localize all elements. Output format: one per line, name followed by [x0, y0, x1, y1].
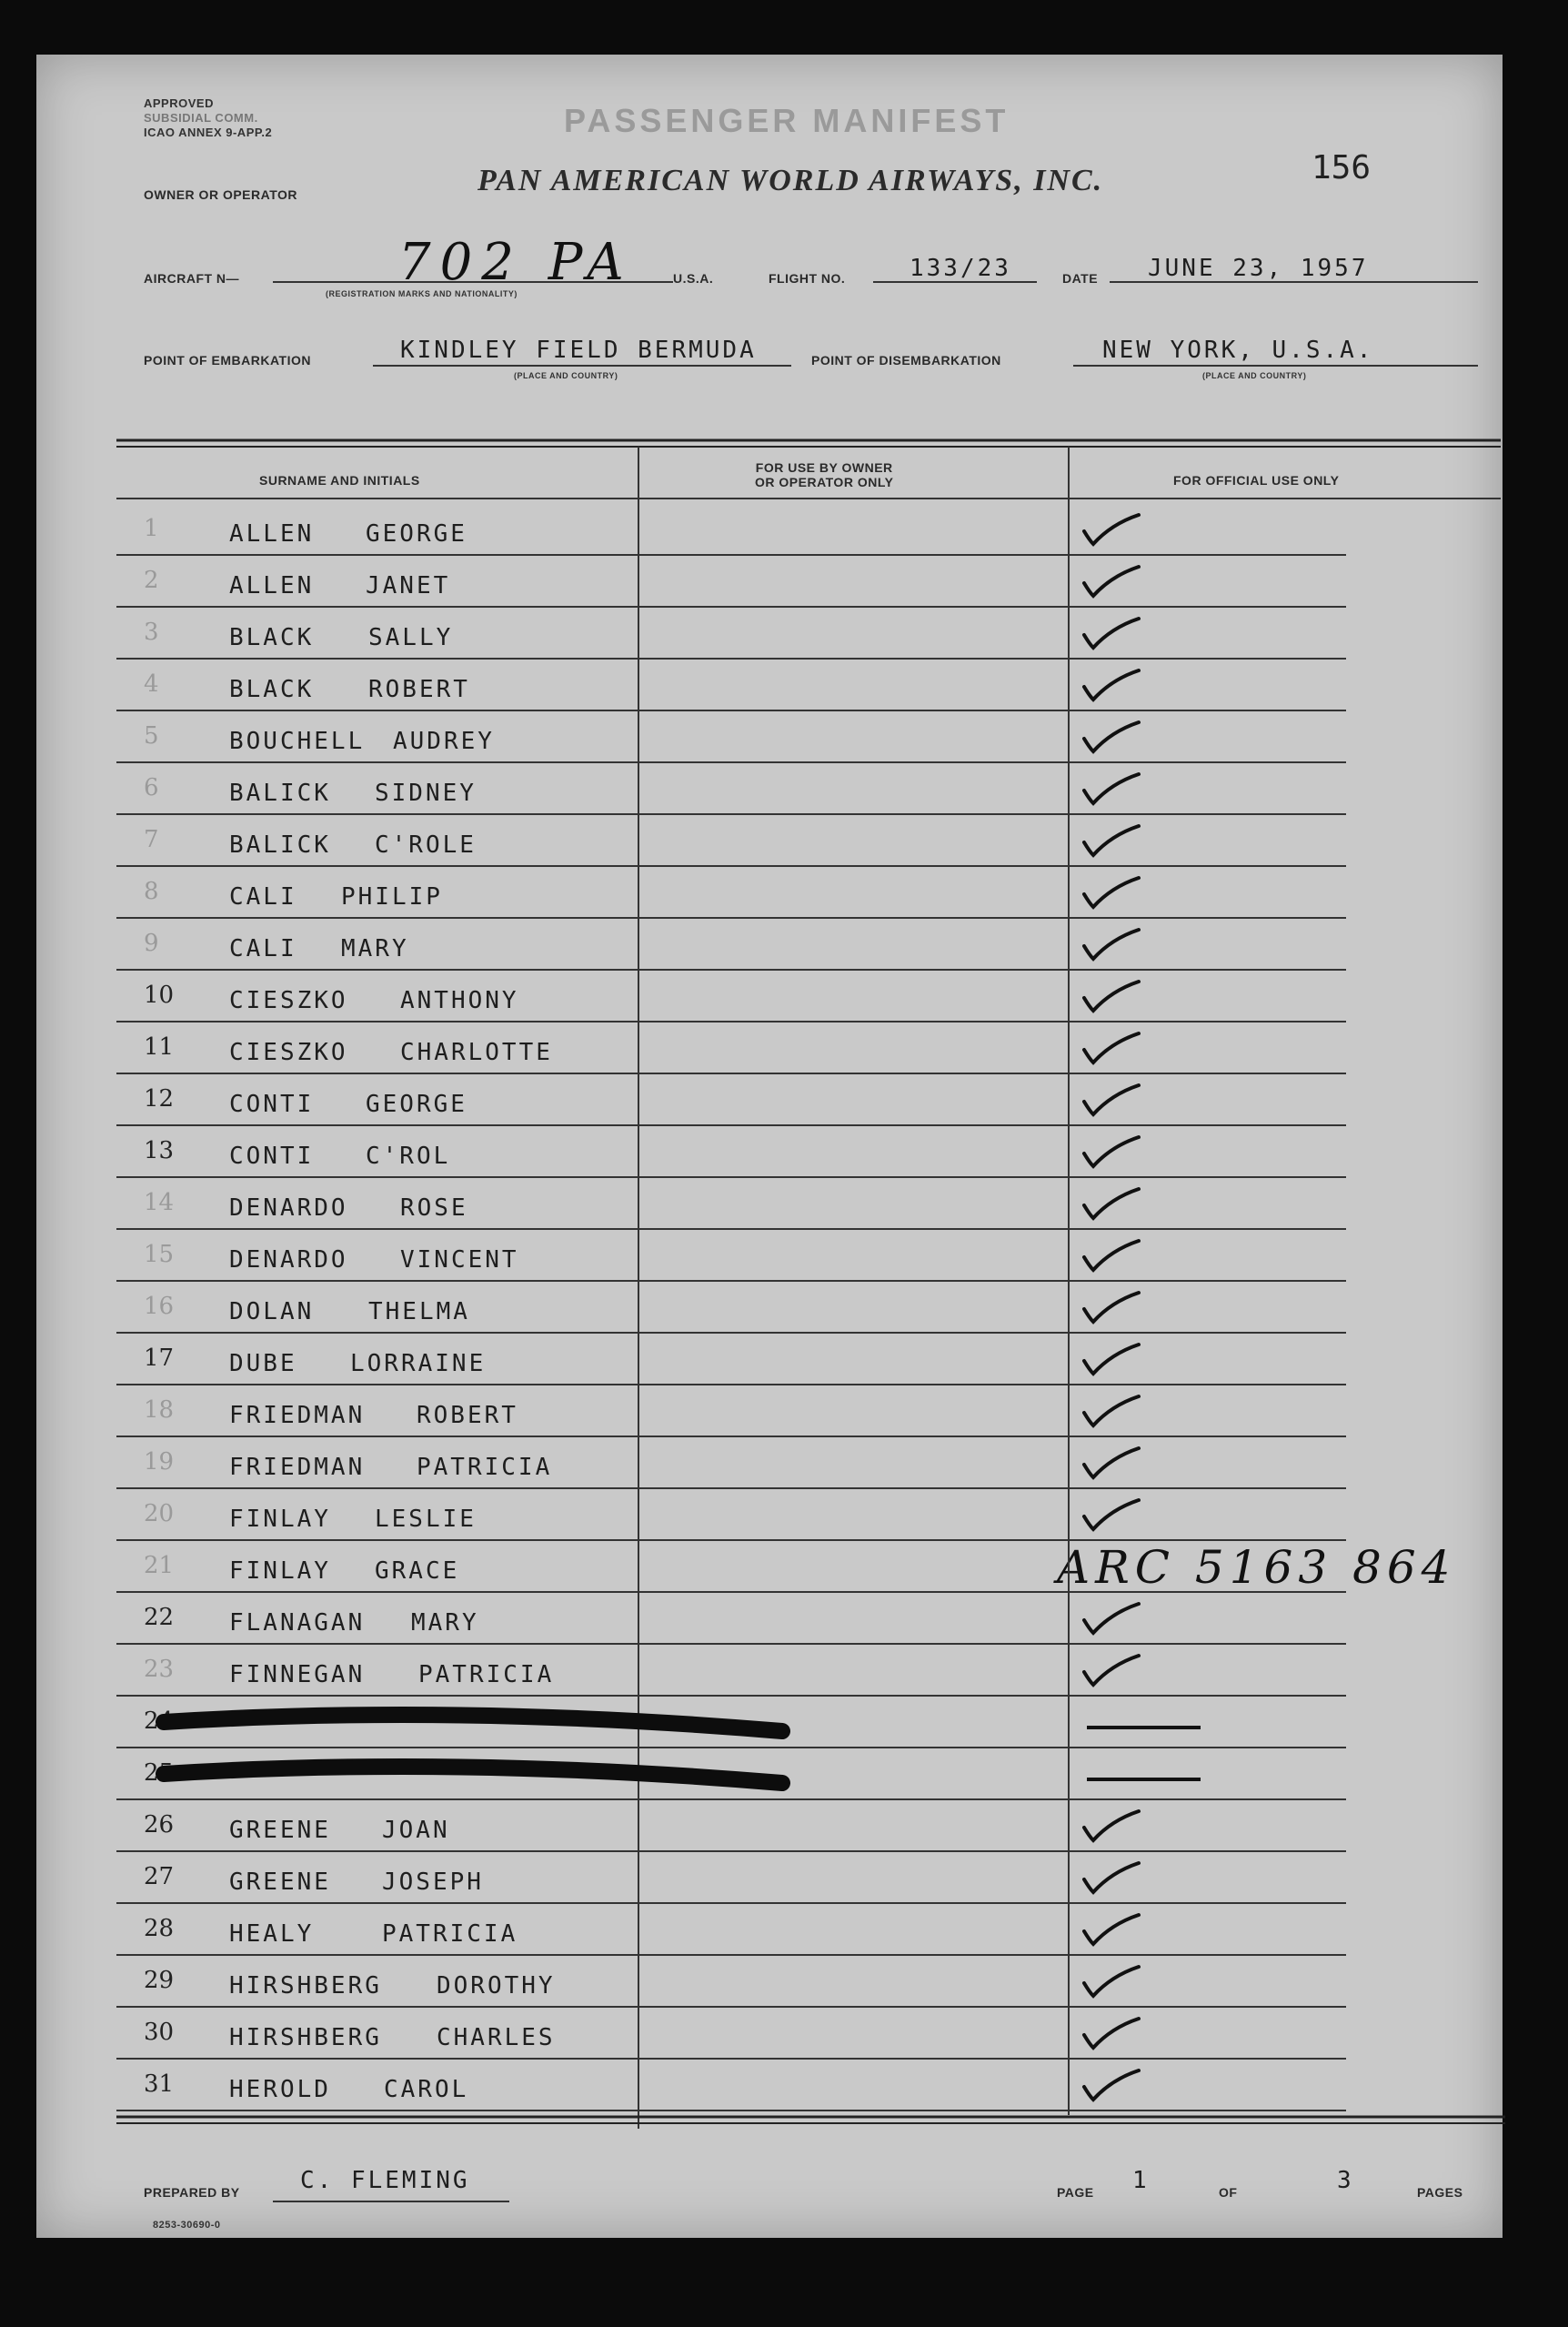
passenger-surname: FINLAY — [229, 1506, 331, 1533]
passenger-given-name: GEORGE — [366, 520, 467, 548]
passenger-given-name: MARY — [341, 935, 409, 962]
col-header-surname: SURNAME AND INITIALS — [259, 473, 420, 488]
row-number: 7 — [144, 826, 159, 853]
row-number: 3 — [144, 619, 159, 646]
row-number: 26 — [144, 1811, 175, 1838]
aircraft-label: AIRCRAFT N— — [144, 271, 240, 286]
row-number: 14 — [144, 1189, 175, 1216]
passenger-surname: FINLAY — [229, 1557, 331, 1585]
of-label: OF — [1219, 2185, 1238, 2200]
check-mark — [1084, 1811, 1139, 1840]
passenger-surname: HEROLD — [229, 2076, 331, 2103]
row-number: 2 — [144, 567, 159, 594]
passenger-given-name: CHARLES — [437, 2024, 556, 2051]
passenger-given-name: PATRICIA — [418, 1661, 555, 1688]
passenger-given-name: MARY — [411, 1609, 479, 1637]
check-mark — [1084, 1967, 1139, 1996]
approval-ref-1: SUBSIDIAL COMM. — [144, 111, 258, 125]
check-mark — [1084, 1448, 1139, 1477]
page-label: PAGE — [1057, 2185, 1094, 2200]
check-mark — [1084, 1033, 1139, 1063]
check-mark — [1084, 1241, 1139, 1270]
check-mark — [1084, 1915, 1139, 1944]
check-mark — [1084, 1396, 1139, 1425]
passenger-given-name: DOROTHY — [437, 1972, 556, 2000]
row-number: 18 — [144, 1396, 175, 1424]
check-mark — [1084, 1500, 1139, 1529]
owner-label: OWNER OR OPERATOR — [144, 187, 297, 202]
passenger-given-name: CHARLOTTE — [400, 1039, 553, 1066]
approval-ref-2: ICAO ANNEX 9-APP.2 — [144, 126, 273, 139]
check-mark — [1084, 619, 1139, 648]
passenger-surname: DOLAN — [229, 1298, 315, 1325]
passenger-given-name: C'ROLE — [375, 831, 477, 859]
check-mark — [1084, 930, 1139, 959]
passenger-given-name: LORRAINE — [350, 1350, 487, 1377]
page-title: PASSENGER MANIFEST — [564, 102, 1010, 139]
passenger-surname: FRIEDMAN — [229, 1402, 366, 1429]
check-mark — [1084, 1656, 1139, 1685]
passenger-surname: CIESZKO — [229, 1039, 348, 1066]
passenger-given-name: JANET — [366, 572, 451, 599]
pages-label: PAGES — [1417, 2185, 1463, 2200]
passenger-given-name: ANTHONY — [400, 987, 519, 1014]
check-mark — [1084, 1189, 1139, 1218]
row-number: 17 — [144, 1345, 175, 1372]
passenger-given-name: PATRICIA — [382, 1920, 518, 1948]
usa-label: U.S.A. — [673, 271, 714, 286]
row-number: 6 — [144, 774, 159, 801]
col-header-owner-use: FOR USE BY OWNER OR OPERATOR ONLY — [755, 460, 894, 489]
row-number: 21 — [144, 1552, 175, 1579]
approved-text: APPROVED — [144, 96, 214, 110]
passenger-given-name: JOSEPH — [382, 1869, 484, 1896]
passenger-given-name: AUDREY — [393, 728, 495, 755]
passenger-surname: FLANAGAN — [229, 1609, 366, 1637]
check-mark — [1084, 1863, 1139, 1892]
passenger-given-name: SALLY — [368, 624, 454, 651]
passenger-given-name: THELMA — [368, 1298, 470, 1325]
flight-label: FLIGHT NO. — [769, 271, 846, 286]
passenger-surname: BLACK — [229, 676, 315, 703]
row-number: 10 — [144, 982, 175, 1009]
row-number: 28 — [144, 1915, 175, 1942]
passenger-given-name: PHILIP — [341, 883, 443, 911]
passenger-surname: HIRSHBERG — [229, 2024, 382, 2051]
passenger-given-name: PATRICIA — [417, 1454, 553, 1481]
disembark-note: (PLACE AND COUNTRY) — [1202, 371, 1307, 380]
passenger-surname: FRIEDMAN — [229, 1454, 366, 1481]
passenger-surname: BALICK — [229, 831, 331, 859]
disembark-label: POINT OF DISEMBARKATION — [811, 353, 1001, 368]
check-mark — [1084, 1137, 1139, 1166]
passenger-given-name: JOAN — [382, 1817, 450, 1844]
check-mark — [1084, 982, 1139, 1011]
check-mark — [1084, 1293, 1139, 1322]
passenger-surname: GREENE — [229, 1817, 331, 1844]
passenger-surname: HIRSHBERG — [229, 1972, 382, 2000]
row-number: 16 — [144, 1293, 175, 1320]
form-code: 8253-30690-0 — [153, 2220, 221, 2231]
passenger-surname: CONTI — [229, 1091, 315, 1118]
row-number: 29 — [144, 1967, 175, 1994]
passenger-given-name: ROSE — [400, 1194, 468, 1222]
strike-through-mark — [164, 1767, 782, 1783]
passenger-surname: BLACK — [229, 624, 315, 651]
check-mark — [1084, 670, 1139, 700]
date-label: DATE — [1062, 271, 1099, 286]
passenger-surname: CALI — [229, 935, 297, 962]
row-number: 20 — [144, 1500, 175, 1527]
passenger-surname: GREENE — [229, 1869, 331, 1896]
check-mark — [1084, 878, 1139, 907]
passenger-surname: BALICK — [229, 780, 331, 807]
row-number: 13 — [144, 1137, 175, 1164]
row-number: 11 — [144, 1033, 175, 1061]
check-mark — [1084, 515, 1139, 544]
row-number: 31 — [144, 2070, 175, 2098]
prepared-value: C. FLEMING — [300, 2167, 470, 2194]
row-number: 27 — [144, 1863, 175, 1890]
date-value: JUNE 23, 1957 — [1148, 255, 1369, 282]
owner-value: PAN AMERICAN WORLD AIRWAYS, INC. — [477, 164, 1104, 197]
passenger-given-name: C'ROL — [366, 1143, 451, 1170]
check-mark — [1084, 2070, 1139, 2100]
stamped-page-number: 156 — [1312, 149, 1372, 186]
passenger-surname: HEALY — [229, 1920, 315, 1948]
check-mark — [1084, 826, 1139, 855]
passenger-surname: DUBE — [229, 1350, 297, 1377]
row-number: 12 — [144, 1085, 175, 1113]
embark-label: POINT OF EMBARKATION — [144, 353, 311, 368]
row-number: 19 — [144, 1448, 175, 1476]
page-value: 1 — [1132, 2167, 1150, 2194]
check-mark — [1084, 2019, 1139, 2048]
official-note: ARC 5163 864 — [1057, 1541, 1456, 1594]
check-mark — [1084, 774, 1139, 803]
passenger-given-name: VINCENT — [400, 1246, 519, 1274]
passenger-surname: DENARDO — [229, 1194, 348, 1222]
check-mark — [1084, 567, 1139, 596]
row-number: 24 — [144, 1707, 175, 1735]
row-number: 5 — [144, 722, 159, 750]
embark-value: KINDLEY FIELD BERMUDA — [400, 337, 757, 364]
col-header-official-use: FOR OFFICIAL USE ONLY — [1173, 473, 1340, 488]
check-mark — [1084, 722, 1139, 751]
check-mark — [1084, 1085, 1139, 1114]
passenger-surname: CONTI — [229, 1143, 315, 1170]
check-mark — [1084, 1345, 1139, 1374]
passenger-surname: DENARDO — [229, 1246, 348, 1274]
passenger-given-name: ROBERT — [368, 676, 470, 703]
flight-value: 133/23 — [910, 255, 1011, 282]
row-number: 15 — [144, 1241, 175, 1268]
passenger-surname: FINNEGAN — [229, 1661, 366, 1688]
passenger-surname: ALLEN — [229, 572, 315, 599]
passenger-given-name: SIDNEY — [375, 780, 477, 807]
aircraft-note: (REGISTRATION MARKS AND NATIONALITY) — [326, 289, 518, 298]
disembark-value: NEW YORK, U.S.A. — [1102, 337, 1374, 364]
embark-note: (PLACE AND COUNTRY) — [514, 371, 618, 380]
passenger-surname: CIESZKO — [229, 987, 348, 1014]
strike-through-mark — [164, 1715, 782, 1731]
row-number: 8 — [144, 878, 159, 905]
row-number: 30 — [144, 2019, 175, 2046]
passenger-surname: CALI — [229, 883, 297, 911]
aircraft-value: 702 PA — [398, 233, 633, 292]
row-number: 4 — [144, 670, 159, 698]
prepared-label: PREPARED BY — [144, 2185, 240, 2200]
passenger-given-name: CAROL — [384, 2076, 469, 2103]
row-number: 23 — [144, 1656, 175, 1683]
passenger-given-name: GEORGE — [366, 1091, 467, 1118]
passenger-given-name: LESLIE — [375, 1506, 477, 1533]
of-value: 3 — [1337, 2167, 1354, 2194]
passenger-given-name: GRACE — [375, 1557, 460, 1585]
passenger-given-name: ROBERT — [417, 1402, 518, 1429]
row-number: 1 — [144, 515, 159, 542]
passenger-surname: BOUCHELL — [229, 728, 366, 755]
row-number: 25 — [144, 1759, 175, 1787]
row-number: 9 — [144, 930, 159, 957]
passenger-surname: ALLEN — [229, 520, 315, 548]
check-mark — [1084, 1604, 1139, 1633]
row-number: 22 — [144, 1604, 175, 1631]
